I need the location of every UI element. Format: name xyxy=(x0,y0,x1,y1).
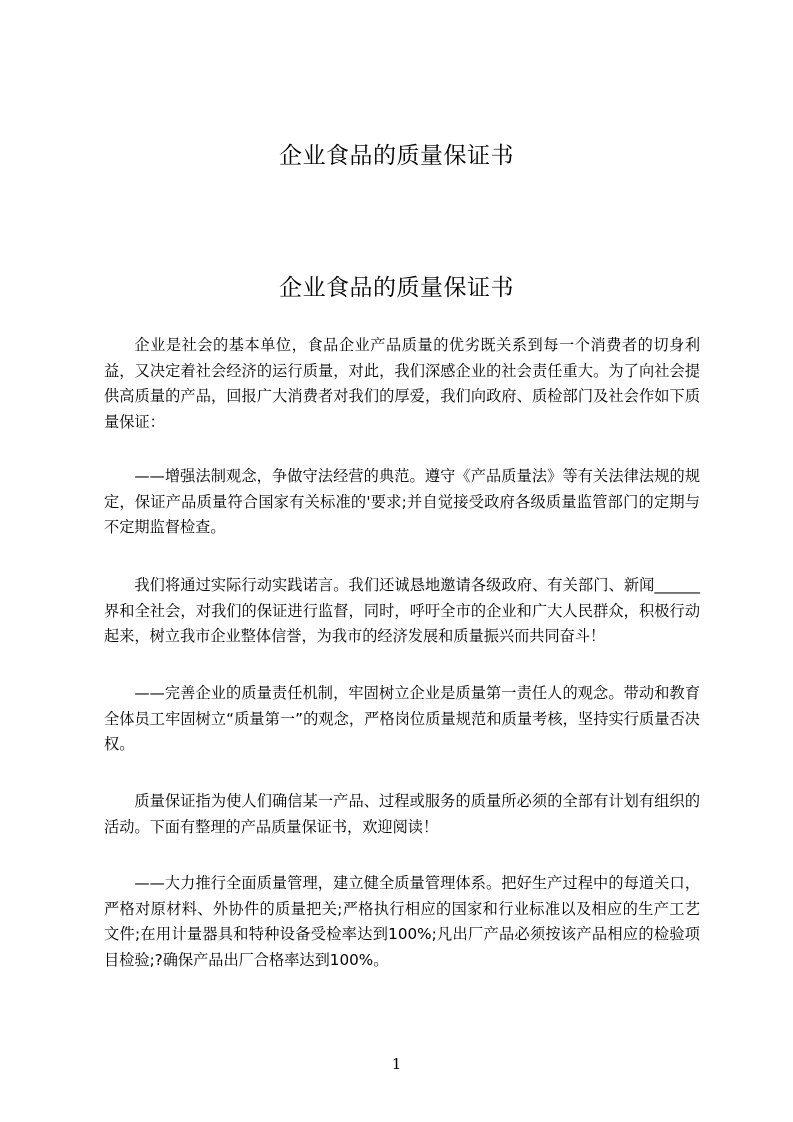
paragraph-legal-compliance: ——增强法制观念，争做守法经营的典范。遵守《产品质量法》等有关法律法规的规定，保证产品质量符合国家有关标准的'要求;并自觉接受政府各级质量监管部门的定期与不定期监督检查。 xyxy=(104,467,700,536)
document-title-top: 企业食品的质量保证书 xyxy=(279,143,514,169)
page-number: 1 xyxy=(391,1055,402,1073)
paragraph-quality-management: ——大力推行全面质量管理，建立健全质量管理体系。把好生产过程中的每道关口，严格对原材料、外协件的质量把关;严格执行相应的国家和行业标准以及相应的生产工艺文件;在用计量器具和特种设备受检率达到100%;凡出厂产品必须按该产品相应的检验项目检验;?确保产品出厂合格率达到100%。 xyxy=(104,874,700,969)
paragraph-commitment: 我们将通过实际行动实践诺言。我们还诚恳地邀请各级政府、有关部门、新闻______界和全社会，对我们的保证进行监督，同时，呼吁全市的企业和广大人民群众，积极行动起来，树立我市企业整体信誉，为我市的经济发展和质量振兴而共同奋斗！ xyxy=(104,576,700,645)
paragraph-intro: 企业是社会的基本单位，食品企业产品质量的优劣既关系到每一个消费者的切身利益，又决定着社会经济的运行质量，对此，我们深感企业的社会责任重大。为了向社会提供高质量的产品，回报广大消费者对我们的厚爱，我们向政府、质检部门及社会作如下质量保证： xyxy=(104,336,700,431)
paragraph-responsibility: ——完善企业的质量责任机制，牢固树立企业是质量第一责任人的观念。带动和教育全体员工牢固树立“质量第一”的观念，严格岗位质量规范和质量考核，坚持实行质量否决权。 xyxy=(104,684,700,753)
document-title: 企业食品的质量保证书 xyxy=(279,275,514,301)
paragraph-definition: 质量保证指为使人们确信某一产品、过程或服务的质量所必须的全部有计划有组织的活动。下面有整理的产品质量保证书，欢迎阅读！ xyxy=(104,792,700,836)
